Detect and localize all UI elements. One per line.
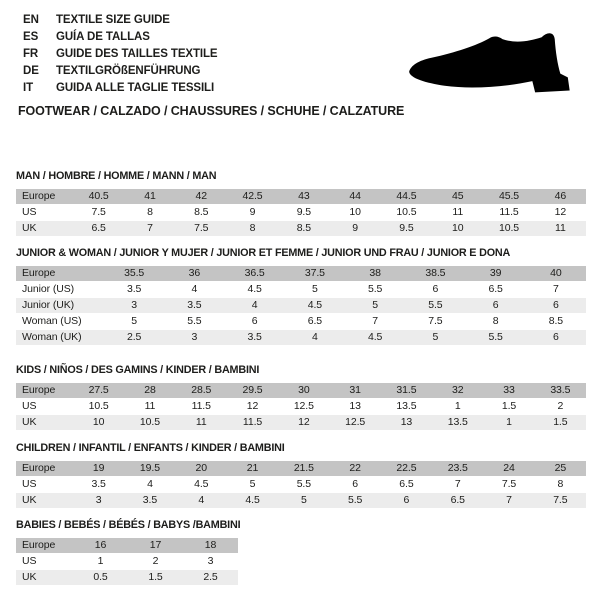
size-value: 3.5: [124, 493, 175, 509]
size-value: 22.5: [381, 461, 432, 477]
size-value: 1: [432, 399, 483, 415]
size-value: 5.5: [466, 330, 526, 346]
size-value: 5.5: [164, 314, 224, 330]
size-value: 3.5: [73, 477, 124, 493]
size-value: 4: [124, 477, 175, 493]
size-value: 9.5: [278, 205, 329, 221]
size-value: 30: [278, 383, 329, 399]
language-code: FR: [23, 48, 39, 60]
size-value: 3.5: [164, 298, 224, 314]
size-value: 0.5: [73, 570, 128, 586]
section-title-man: MAN / HOMBRE / HOMME / MANN / MAN: [16, 170, 217, 182]
size-value: 40: [526, 266, 586, 282]
size-value: 11.5: [176, 399, 227, 415]
size-value: 8.5: [278, 221, 329, 237]
size-value: 16: [73, 538, 128, 554]
size-value: 5: [405, 330, 465, 346]
size-value: 3: [183, 554, 238, 570]
row-label: Junior (US): [16, 282, 104, 298]
size-value: 41: [124, 189, 175, 205]
language-code: IT: [23, 82, 34, 94]
language-row-de: [23, 63, 218, 80]
size-value: 7: [345, 314, 405, 330]
size-value: 45: [432, 189, 483, 205]
row-label: UK: [16, 570, 73, 586]
size-table-kids: [16, 383, 586, 431]
size-value: 28: [124, 383, 175, 399]
size-row: [16, 399, 586, 415]
size-value: 11: [432, 205, 483, 221]
size-value: 6: [329, 477, 380, 493]
size-value: 2.5: [104, 330, 164, 346]
size-value: 12.5: [278, 399, 329, 415]
size-value: 7.5: [483, 477, 534, 493]
language-label: TEXTILGRÖßENFÜHRUNG: [56, 65, 201, 77]
size-value: 8: [535, 477, 586, 493]
row-label: US: [16, 399, 73, 415]
size-value: 4: [225, 298, 285, 314]
size-value: 5: [278, 493, 329, 509]
size-value: 9: [329, 221, 380, 237]
section-babies: [16, 519, 600, 586]
language-label: GUIDE DES TAILLES TEXTILE: [56, 48, 218, 60]
size-value: 10.5: [124, 415, 175, 431]
size-value: 6: [381, 493, 432, 509]
row-label: Junior (UK): [16, 298, 104, 314]
size-row: [16, 282, 586, 298]
size-header-row: [16, 383, 586, 399]
size-value: 4.5: [285, 298, 345, 314]
size-value: 13.5: [432, 415, 483, 431]
size-row: [16, 477, 586, 493]
size-value: 13: [329, 399, 380, 415]
size-value: 1.5: [483, 399, 534, 415]
size-value: 21: [227, 461, 278, 477]
size-value: 8.5: [526, 314, 586, 330]
row-label: Europe: [16, 538, 73, 554]
size-value: 4.5: [176, 477, 227, 493]
size-value: 12: [227, 399, 278, 415]
size-value: 7: [526, 282, 586, 298]
size-value: 6.5: [285, 314, 345, 330]
size-value: 10: [329, 205, 380, 221]
row-label: Europe: [16, 266, 104, 282]
size-value: 40.5: [73, 189, 124, 205]
size-value: 2: [128, 554, 183, 570]
size-value: 8: [124, 205, 175, 221]
row-label: US: [16, 554, 73, 570]
size-value: 6: [526, 330, 586, 346]
size-value: 28.5: [176, 383, 227, 399]
size-value: 8: [466, 314, 526, 330]
size-value: 25: [535, 461, 586, 477]
size-value: 13.5: [381, 399, 432, 415]
size-value: 22: [329, 461, 380, 477]
size-value: 18: [183, 538, 238, 554]
size-value: 4.5: [345, 330, 405, 346]
size-value: 7.5: [535, 493, 586, 509]
size-value: 7.5: [176, 221, 227, 237]
language-code: DE: [23, 65, 39, 77]
size-value: 23.5: [432, 461, 483, 477]
size-value: 13: [381, 415, 432, 431]
size-value: 7.5: [405, 314, 465, 330]
size-value: 44.5: [381, 189, 432, 205]
size-header-row: [16, 189, 586, 205]
size-row: [16, 314, 586, 330]
size-value: 6: [405, 282, 465, 298]
category-title: FOOTWEAR / CALZADO / CHAUSSURES / SCHUHE / CALZATURE: [18, 104, 405, 118]
size-row: [16, 221, 586, 237]
size-value: 3: [104, 298, 164, 314]
size-value: 38: [345, 266, 405, 282]
size-value: 5: [104, 314, 164, 330]
size-value: 19.5: [124, 461, 175, 477]
size-value: 10.5: [73, 399, 124, 415]
size-value: 36.5: [225, 266, 285, 282]
row-label: US: [16, 205, 73, 221]
size-value: 4: [285, 330, 345, 346]
size-value: 38.5: [405, 266, 465, 282]
size-header-row: [16, 461, 586, 477]
size-value: 5: [345, 298, 405, 314]
size-value: 1: [73, 554, 128, 570]
size-table-babies: [16, 538, 238, 586]
size-value: 11.5: [227, 415, 278, 431]
size-table-children: [16, 461, 586, 509]
size-value: 9: [227, 205, 278, 221]
size-value: 5: [227, 477, 278, 493]
row-label: US: [16, 477, 73, 493]
size-table-man: [16, 189, 586, 237]
size-value: 35.5: [104, 266, 164, 282]
size-value: 6.5: [432, 493, 483, 509]
size-value: 1.5: [128, 570, 183, 586]
size-value: 6: [526, 298, 586, 314]
row-label: Europe: [16, 189, 73, 205]
size-value: 6: [225, 314, 285, 330]
size-value: 4: [164, 282, 224, 298]
size-value: 6: [466, 298, 526, 314]
row-label: Woman (UK): [16, 330, 104, 346]
row-label: Europe: [16, 461, 73, 477]
size-row: [16, 570, 238, 586]
size-value: 3.5: [225, 330, 285, 346]
size-value: 37.5: [285, 266, 345, 282]
size-value: 4.5: [225, 282, 285, 298]
row-label: UK: [16, 221, 73, 237]
size-value: 43: [278, 189, 329, 205]
language-row-it: [23, 80, 218, 97]
language-label: GUÍA DE TALLAS: [56, 31, 150, 43]
language-code: EN: [23, 14, 39, 26]
size-value: 3: [164, 330, 224, 346]
size-value: 7: [432, 477, 483, 493]
size-value: 42: [176, 189, 227, 205]
size-value: 44: [329, 189, 380, 205]
size-value: 10: [432, 221, 483, 237]
size-value: 11: [124, 399, 175, 415]
row-label: Europe: [16, 383, 73, 399]
size-row: [16, 205, 586, 221]
size-value: 33: [483, 383, 534, 399]
section-kids: [16, 364, 600, 431]
section-title-babies: BABIES / BEBÉS / BÉBÉS / BABYS /BAMBINI: [16, 519, 241, 531]
size-value: 32: [432, 383, 483, 399]
size-value: 17: [128, 538, 183, 554]
size-value: 4.5: [227, 493, 278, 509]
size-header-row: [16, 266, 586, 282]
size-value: 1.5: [535, 415, 586, 431]
language-list: [23, 12, 218, 97]
dress-shoe-icon: [398, 27, 578, 97]
size-value: 9.5: [381, 221, 432, 237]
size-value: 29.5: [227, 383, 278, 399]
size-value: 12.5: [329, 415, 380, 431]
row-label: UK: [16, 493, 73, 509]
size-row: [16, 330, 586, 346]
size-value: 45.5: [483, 189, 534, 205]
size-value: 5: [285, 282, 345, 298]
size-value: 5.5: [405, 298, 465, 314]
size-value: 36: [164, 266, 224, 282]
size-value: 7: [124, 221, 175, 237]
size-value: 31: [329, 383, 380, 399]
size-value: 5.5: [345, 282, 405, 298]
section-junior-woman: [16, 247, 600, 346]
size-value: 31.5: [381, 383, 432, 399]
section-title-kids: KIDS / NIÑOS / DES GAMINS / KINDER / BAMBINI: [16, 364, 260, 376]
size-value: 19: [73, 461, 124, 477]
size-value: 3: [73, 493, 124, 509]
size-value: 3.5: [104, 282, 164, 298]
section-title-children: CHILDREN / INFANTIL / ENFANTS / KINDER / BAMBINI: [16, 442, 285, 454]
size-value: 27.5: [73, 383, 124, 399]
language-row-en: [23, 12, 218, 29]
size-value: 7: [483, 493, 534, 509]
size-table-junior-woman: [16, 266, 586, 346]
size-value: 12: [535, 205, 586, 221]
size-value: 20: [176, 461, 227, 477]
size-value: 2: [535, 399, 586, 415]
size-value: 42.5: [227, 189, 278, 205]
language-row-es: [23, 29, 218, 46]
size-value: 8.5: [176, 205, 227, 221]
section-title-junior-woman: JUNIOR & WOMAN / JUNIOR Y MUJER / JUNIOR ET FEMME / JUNIOR UND FRAU / JUNIOR E DONA: [16, 247, 511, 259]
size-row: [16, 415, 586, 431]
size-value: 6.5: [466, 282, 526, 298]
size-value: 11: [535, 221, 586, 237]
size-row: [16, 554, 238, 570]
size-value: 6.5: [73, 221, 124, 237]
size-row: [16, 298, 586, 314]
section-children: [16, 442, 600, 509]
size-row: [16, 493, 586, 509]
language-label: GUIDA ALLE TAGLIE TESSILI: [56, 82, 215, 94]
size-value: 1: [483, 415, 534, 431]
size-value: 6.5: [381, 477, 432, 493]
language-label: TEXTILE SIZE GUIDE: [56, 14, 170, 26]
size-tables: [0, 170, 600, 586]
size-value: 5.5: [329, 493, 380, 509]
size-value: 11.5: [483, 205, 534, 221]
size-value: 11: [176, 415, 227, 431]
row-label: Woman (US): [16, 314, 104, 330]
size-value: 46: [535, 189, 586, 205]
size-value: 10.5: [483, 221, 534, 237]
size-value: 24: [483, 461, 534, 477]
size-value: 21.5: [278, 461, 329, 477]
page-header: [0, 0, 600, 130]
language-row-fr: [23, 46, 218, 63]
language-code: ES: [23, 31, 39, 43]
size-value: 5.5: [278, 477, 329, 493]
size-value: 12: [278, 415, 329, 431]
size-value: 10.5: [381, 205, 432, 221]
size-value: 10: [73, 415, 124, 431]
size-value: 39: [466, 266, 526, 282]
size-header-row: [16, 538, 238, 554]
size-value: 2.5: [183, 570, 238, 586]
size-value: 4: [176, 493, 227, 509]
size-value: 33.5: [535, 383, 586, 399]
row-label: UK: [16, 415, 73, 431]
size-value: 7.5: [73, 205, 124, 221]
section-man: [16, 170, 600, 237]
size-value: 8: [227, 221, 278, 237]
